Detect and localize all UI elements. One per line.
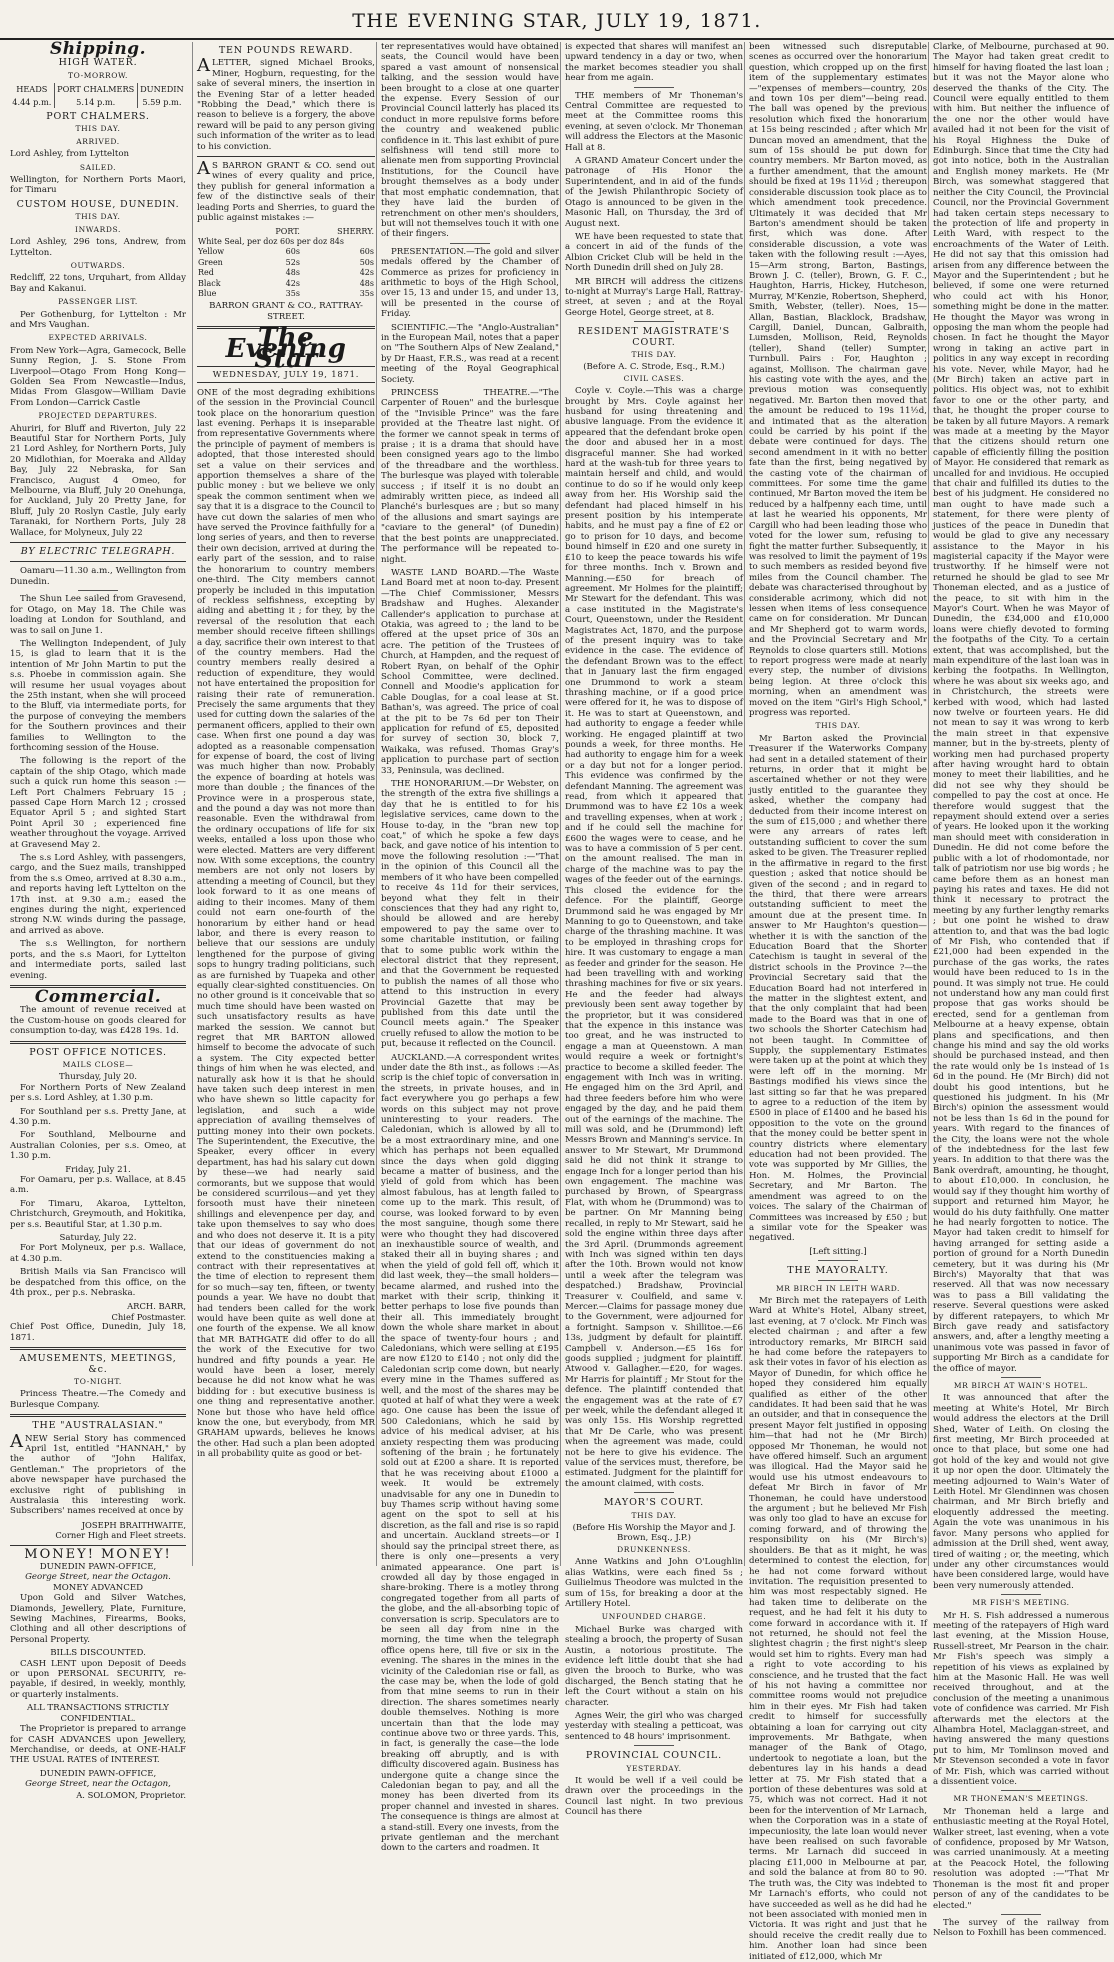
shipping-para-5: The s.s Wellington, for northern ports, and the s.s Maori, for Lyttelton and intermediate ports, sailed last evening. [10,939,186,981]
honorarium-text: THE HONORARIUM.—Dr Webster, on the strength of the extra five shillings a day that he is entitled to for his legislative services, came down to the House to-day, in the "bran new top coat," of which he spoke a few days back, and gave notice of his intention to move the following resolution :—"That in the opinion of this Council all the members of it who have been compelled to receive 4s 11d for their services, beyond what they felt in their consciences that they had any right to, should be allowed and are hereby empowered to pay the same over to some charitable institution, or failing that to some public work within the electoral district that they represent, and that the Government be requested to publish the names of all those who attend to this instruction in every Provincial Gazette that may be published from this date until the Council meets again." The Speaker cruelly refused to allow the motion to be put, because it reflected on the Council. [381,779,559,1050]
divider [1001,1914,1041,1915]
money-line: ALL TRANSACTIONS STRICTLY CONFIDENTIAL. [27,1703,169,1724]
postmaster-title: Chief Postmaster. [111,1311,186,1322]
civil-cases-label: CIVIL CASES. [623,373,685,383]
money-line: DUNEDIN PAWN-OFFICE, [39,1562,157,1572]
shipping-para-3: The following is the report of the captain of the ship Otago, which made such a quick run home this season :—Left Port Chalmers February 15 ; passed Cape Horn March 12 ; crossed Equator April 5 ; and sighted Start Point April 30 ; experienced fine weather throughout the voyage. Arrived at Gravesend May 2. [10,756,186,850]
divider [450,243,490,244]
column-1 [10,39,190,1800]
arrived-label: ARRIVED. [76,136,120,146]
weir-text: Agnes Weir, the girl who was charged yesterday with stealing a petticoat, was sentenced to 48 hours' imprisonment. [565,1710,743,1742]
post-item: For Northern Ports of New Zealand per s.s. Lord Ashley, at 1.30 p.m. [10,1082,186,1104]
tide-dunedin-time: 5.59 p.m. [142,96,182,107]
shipping-para-1: The Shun Lee sailed from Gravesend, for Otago, on May 18. The Chile was loading at London for Southland, and was to sail on June 1. [10,594,186,636]
money-line: Upon Gold and Silver Watches, Diamonds, Jewellery, Plate, Furniture, Sewing Machines, Firearms, Books, Clothing and all other descriptions of Personal Property. [10,1593,186,1645]
mayors-court-heading: MAYOR'S COURT. [603,1497,705,1509]
post-office-heading: POST OFFICE NOTICES. [29,1046,167,1058]
high-water-heading: HIGH WATER. [58,57,138,69]
divider [1001,1377,1041,1378]
divider [1001,1594,1041,1595]
projected-text: Ahuriri, for Bluff and Riverton, July 22 Beautiful Star for Northern Ports, July 21 Lord Ashley, for Northern Ports, July 20 Midlothian, for Moeraka and Allday Bay, July 22 Nebraska, for San Francisco, August 4 Omeo, for Melbourne, via Bluff, July 20 Onehunga, for Auckland, July 20 Pretty Jane, for Bluff, July 20 Roslyn Castle, July early Taranaki, for Northern Ports, July 28 Wallace, for Molyneux, July 22 [10,423,186,538]
waste-land-text: WASTE LAND BOARD.—The Waste Land Board met at noon to-day. Present—The Chief Commissioner, Messrs Bradshaw and Hughes. Alexander Callender's application to purchase at Otakia, was agreed to ; the land to be offered at the upset price of 30s an acre. The petition of the Trustees of Church, at Hampden, and the request of Robert Ryan, on behalf of the Ophir School Committee, were declined. Connell and Moodie's application for Cable Douglas, for a coal lease at St. Bathan's, was agreed. The price of coal at the pit to be 7s 6d per ton Their application for refund of £5, deposited for survey of section 30, block 7, Waikaka, was refused. Thomas Gray's application to purchase part of section 33, Peninsula, was declined. [381,567,559,776]
divider [78,590,118,591]
divider [10,1414,186,1417]
post-item: For Southland, Melbourne and Australian Colonies, per s.s. Omeo, at 1.30 p.m. [10,1130,186,1162]
sailed-text: Wellington, for Northern Ports Maori, for Timaru [10,175,186,196]
wine-subheader: White Seal, per doz 60s per doz 84s [198,236,345,246]
tide-dunedin-label: DUNEDIN [140,84,184,95]
birch-leith-heading: MR BIRCH IN LEITH WARD. [775,1283,901,1293]
inwards-text: Lord Ashley, 296 tons, Andrew, from Lyttelton. [10,237,186,258]
railway-text: The survey of the railway from Nelson to Foxhill has been commenced. [933,1917,1109,1939]
outwards-text: Redcliff, 22 tons, Urquhart, from Allday Bay and Kakanui. [10,273,186,294]
money-line: George Street, near the Octagon. [25,1572,171,1583]
australasian-address: Corner High and Fleet streets. [55,1530,186,1541]
wine-sherry-price: 50s [359,257,374,267]
money-line: The Proprietor is prepared to arrange for CASH ADVANCES upon Jewellery, Merchandise, or deeds, at ONE-HALF THE USUAL RATES of INTEREST. [10,1724,186,1766]
wine-seal: Red [198,268,214,278]
port-chalmers-heading: PORT CHALMERS. [46,111,150,123]
mayors-court-before: (Before His Worship the Mayor and J. Brown, Esq., J.P.) [572,1523,736,1544]
column-4 [560,42,747,1818]
inwards-label: INWARDS. [75,224,121,234]
wine-sherry-price: 60s [359,247,374,257]
mayoralty-heading: THE MAYORALTY. [787,1265,889,1277]
money-line: A. SOLOMON, Proprietor. [76,1789,186,1800]
wine-sherry-price: 35s [359,288,374,298]
post-item: For Oamaru, per p.s. Wallace, at 8.45 a.m. [10,1175,186,1196]
money-line: CASH LENT upon Deposit of Deeds or upon PERSONAL SECURITY, re-payable, if desired, in weekly, monthly, or quarterly instalments. [10,1658,186,1700]
postmaster-place: Chief Post Office, Dunedin, July 18, 1871. [10,1322,186,1343]
barron-signature: BARRON GRANT & CO., RATTRAY-STREET. [209,301,363,322]
birch-notice-text: MR BIRCH will address the citizens to-night at Murray's Large Hall, Rattray-street, at seven ; and at the Royal George Hotel, George street, at 8. [565,276,743,318]
outwards-label: OUTWARDS. [70,260,126,270]
tide-port-chalmers-time: 5.14 p.m. [54,96,137,108]
tide-table [10,83,186,108]
unfounded-text: Michael Burke was charged with stealing a brooch, the property of Susan Austin, a notorious prostitute. The evidence left little doubt that she had given the brooch to Burke, who was discharged, the Bench stating that he left the Court without a stain on his character. [565,1624,743,1708]
divider [634,1492,674,1493]
wine-seal: Blue [198,288,217,298]
page-title: THE EVENING STAR, JULY 19, 1871. [352,10,762,32]
princess-theatre-text: PRINCESS THEATRE.—"The Carpenter of Rouen" and the burlesque of the "Invisible Prince" was the fare provided at the Theatre last night. Of the former we cannot speak in terms of praise ; it is a drama that should have been consigned years ago to the limbo of the threadbare and the worthless. The burlesque was played with tolerable success ; if itself it is no doubt an admirably written piece, as indeed all Planché's burlesques are ; but so many of the allusions and smart sayings are "caviare to the general" (of Dunedin) that the best points are unappreciated. The performance will be repeated to-night. [381,388,559,565]
post-item: For Port Molyneux, per p.s. Wallace, at 4.30 p.m. [10,1243,186,1264]
divider [10,1545,186,1546]
rm-court-day: THIS DAY. [631,349,677,359]
money-heading: MONEY! MONEY! [24,1546,172,1562]
provincial-text: It would be well if a veil could be drawn over the proceedings in the Council last night. In two previous Council has there [565,1776,743,1818]
post-item: British Mails via San Francisco will be despatched from this office, on the 4th prox., per p.s. Nebraska. [10,1267,186,1299]
amusements-heading: AMUSEMENTS, MEETINGS, &c. [19,1353,177,1375]
rm-court-text: Coyle v. Coyle.—This was a charge brought by Mrs. Coyle against her husband for using threatening and abusive language. From the evidence it appeared that the defendant broke open the door and abused her in a most disgraceful manner. She had worked hard at the wash-tub for three years to maintain herself and child, and would continue to do so if he would only keep away from her. His Worship said the defendant had placed himself in his present position by his intemperate habits, and he must pay a fine of £2 or go to prison for 10 days, and become bound himself in £20 and one surety in £10 to keep the peace towards his wife for three months. Inch v. Brown and Manning.—£50 for breach of agreement. Mr Holmes for the plaintiff; Mr Stewart for the defendant. This was a case instituted in the Magistrate's Court, Queenstown, under the Resident Magistrates Act, 1870, and the purpose of the present inquiry was to take evidence in the case. The evidence of the defendant Brown was to the effect that in January last the firm engaged one Drummond to work a steam thrashing machine, or if a good price were offered for it, he was to dispose of it. He was to start at Queenstown, and had authority to engage a feeder while working. He engaged plaintiff at two pounds a week, for three months. He had authority to engage him for a week or a day but not for a longer period. This evidence was confirmed by the defendant Manning. The agreement was read, from which it appeared that Drummond was to have £2 10s a week and travelling expenses, when at work ; and if he could sell the machine for £600 the wages were to cease, and he was to have a commission of 5 per cent. on the amount realised. The man in charge of the machine was to pay the wages of the feeder out of the earnings. This closed the evidence for the defence. For the plaintiff, George Drummond said he was engaged by Mr Manning to go to Queenstown, and take charge of the thrashing machine. It was to be employed in thrashing crops for hire. It was customary to engage a man as feeder and grinder for the season. He had been travelling with and working thrashing machines for five or six years. He and the feeder had always previously been sent away together by the proprietor, but it was considered that the expence in this instance was too great, and he was instructed to engage a man at Queenstown. A man would require a week or fortnight's practice to become a skilled feeder. The engagement with Inch was in writing. He engaged him on the 3rd April, and had three feeders before him who were engaged by the day, and he paid them out of the earnings of the machine. The mill was sold, and he (Drummond) left Messrs Brown and Manning's service. In answer to Mr Stewart, Mr Drummond said he did not think it strange to engage Inch for a longer period than his own engagement. The machine was purchased by Brown, of Speargrass Flat, with whom he (Drummond) was to be partner. On Mr Manning being recalled, in reply to Mr Stewart, said he sold the engine within three days after the 3rd April. (Drummonds agreement with Inch was signed within ten days after the 10th. Brown would not know until a week after the telegram was despatched.) Bradshaw, Provincial Treasurer v. Coulfield, and same v. Mercer.—Claims for passage money due to the Government, were adjourned for a fortnight. Sampson v. Shillitoe.—£6 13s, judgment by default for plaintiff. Campbell v. Anderson.—£5 16s for goods supplied ; judgment for plaintiff. Atwood v. Gallagher.—£20, for wages. Mr Harris for plaintiff ; Mr Stout for the defence. The plaintiff contended that the engagement was at the rate of £7 per week, while the defendant alleged it was only 15s. His Worship regretted that Mr De Carle, who was present when the agreement was made, could not be here to give his evidence. The value of the services must, therefore, be estimated. Judgment for the plaintiff for the amount claimed, with costs. [565,386,743,1489]
mails-close-label: MAILS CLOSE— [62,1059,134,1069]
post-item: For Timaru, Akaroa, Lyttelton, Christchurch, Greymouth, and Hokitika, per s.s. Beautiful Star, at 1.30 p.m. [10,1198,186,1230]
column-5 [744,42,931,1962]
wine-port-header: PORT. [275,226,300,236]
shipping-para-4: The s.s Lord Ashley, with passengers, cargo, and the Suez mails, transhipped from the s.s Omeo, arrived at 8.30 a.m., and reports having left Lyttelton on the 17th inst. at 9.30 a.m.; eased the engines during the night, experienced strong N.W. winds during the passage, and arrived as above. [10,853,186,936]
auckland-continued: is expected that shares will manifest an upward tendency in a day or two, when the market becomes steadier you shall hear from me again. [565,42,743,84]
divider [10,542,186,543]
post-item: For Southland per s.s. Pretty Jane, at 4.30 p.m. [10,1106,186,1127]
australasian-signature: JOSEPH BRAITHWAITE, [81,1519,186,1530]
amusements-text: Princess Theatre.—The Comedy and Burlesque Company. [10,1389,186,1410]
wine-port-price: 35s [285,288,300,298]
projected-label: PROJECTED DEPARTURES. [38,411,158,421]
barron-intro: AS BARRON GRANT & CO. send out wines of every quality and price, they publish for general information a few of the distinctive seals of their leading Ports and Sherries, to guard the public against mistakes :— [197,158,375,224]
thursday-label: Thursday, July 20. [58,1072,138,1083]
albion-text: WE have been requested to state that a concert in aid of the funds of the Albion Cricket Club will be held in the North Dunedin drill shed on July 28. [565,231,743,274]
this-day-label: THIS DAY. [815,721,861,731]
expected-text: From New York—Agra, Gamecock, Belle Sunny Region, J. S. Stone From Liverpool—Otago From Hong Kong—Golden Sea From Newcastle—Indus, Midas From Glasgow—William Davie From London—Carrick Castle [10,345,186,408]
reward-text: ALETTER, signed Michael Brooks, Miner, Hogburn, requesting, for the sake of several miners, the insertion in the Evening Star of a letter headed "Robbing the Dead," which there is reason to believe is a forgery, the above reward will be paid to any person giving such information of the writer as to lead to his conviction. [197,55,375,152]
divider [197,156,375,157]
wine-seal: Green [198,257,223,267]
thoneman-committee-text: THE members of Mr Thoneman's Central Committee are requested to meet at the Committee rooms this evening, at seven o'clock. Mr Thoneman will address the Electors at the Masonic Hall at 8. [565,90,743,153]
drunkenness-label: DRUNKENNESS. [617,1544,691,1554]
arrived-text: Lord Ashley, from Lyttelton [10,149,130,160]
money-line: BILLS DISCOUNTED. [50,1648,146,1659]
auckland-text: AUCKLAND.—A correspondent writes under date the 8th inst., as follows :—As scrip is the chief topic of conversation in the streets, in private houses, and in fact everywhere you go perhaps a few words on this subject may not prove uninteresting to your readers. The Caledonian, which is allowed by all to be a most extraordinary mine, and one which has perhaps not been equalled since the days when gold digging became a matter of business, and the yield of gold from which has been almost fabulous, has at length failed to come up to the mark. This result, of course, was looked forward to by even the most sanguine, though some there were who thought they had discovered an inexhaustible source of wealth, and staked their all in buying shares ; and when the yield of gold fell off, which it did last week, they—the small holders—became alarmed, and rushed into the market with their scrip, thinking it better perhaps to lose five pounds than their all. This immediately brought down the whole share market in about the space of twenty-four hours ; and Caledonians, which were selling at £195 are now £120 to £140 ; not only did the Caledonian scrip come down, but nearly every mine in the Thames suffered as well, and the most of the shares may be quoted at half of what they were a week ago. One cause has been the issue of 500 Caledonians, which he said by advice of his medical adviser, at his anxiety respecting them was producing softening of the brain ; he fortunately sold out at £200 a share. It is reported that he was receiving about £1000 a week. It would be extremely unadvisable for any one in Dunedin to buy Thames scrip without having some agent on the spot to sell at his discretion, as the fall and rise is so rapid and uncertain. Auckland streets—or I should say the principal street there, as there is only one—presents a very animated appearance. One part is crowded all day by those engaged in share-broking. There is a motley throng congregated together from all parts of the globe, and the all-absorbing topic of conversation is scrip. Speculators are to be seen all day from nine in the morning, the time when the telegraph office opens here, till five or six in the evening. The shares in the mines in the vicinity of the Caledonian rise or fall, as the case may be, when the lode of gold from that mine seems to run in their direction. The shares sometimes nearly double themselves. Nothing is more uncertain than that the lode may continue above two or three yards. This, in fact, is generally the case—the lode breaking off abruptly, and is with difficulty discovered again. Business has undergone quite a change since the Caledonian began to pay, and all the money has been diverted from its proper channel and invested in shares. The consequence is things are almost at a stand-still. Every one invests, from the private gentleman and the merchant down to the carters and roadmen. It [381,1052,559,1854]
custom-house-heading: CUSTOM HOUSE, DUNEDIN. [16,198,180,210]
divider [818,1280,858,1281]
passenger-text: Per Gothenburg, for Lyttelton : Mr and Mrs Vaughan. [10,309,186,330]
tide-port-chalmers-label: PORT CHALMERS [54,83,137,95]
money-line: MONEY ADVANCED [52,1582,144,1593]
telegraph-text: Oamaru—11.30 a.m., Wellington from Dunedin. [10,566,186,587]
birch-wains-heading: MR BIRCH AT WAIN'S HOTEL. [953,1381,1089,1390]
friday-label: Friday, July 21. [65,1164,131,1175]
column-6 [928,42,1109,1939]
tide-heads-label: HEADS [10,83,54,95]
thoneman-meetings-text: Mr Thoneman held a large and enthusiastic meeting at the Royal Hotel, Walker street, last evening, when a vote of confidence, proposed by Mr Watson, was carried unanimously. At a meeting at the Peacock Hotel, the following resolution was adopted :—"That Mr Thoneman is the most fit and proper person of any of the candidates to be elected." [933,1806,1109,1911]
scientific-text: SCIENTIFIC.—The "Anglo-Australian" in the European Mail, notes that a paper on "The Southern Alps of New Zealand," by Dr Haast, F.R.S., was read at a recent meeting of the Royal Geographical Society. [381,322,559,385]
column-3 [376,42,563,1854]
thoneman-meetings-heading: MR THONEMAN'S MEETINGS. [953,1794,1089,1804]
divider [10,1041,186,1044]
this-day-label: THIS DAY. [75,124,121,134]
fish-meeting-heading: MR FISH'S MEETING. [972,1598,1070,1608]
commercial-text: The amount of revenue received at the Custom-house on goods cleared for consumption to-day, was £428 19s. 1d. [10,1005,186,1037]
money-line: George Street, near the Octagon, [25,1779,171,1790]
wine-seal: Black [198,278,221,288]
birch-continued: Clarke, of Melbourne, purchased at 90. The Mayor had taken great credit to himself for having floated the last loan ; but it was not the Mayor alone who deserved the thanks of the City. The Council were equally entitled to them with him. But neither the influence of the one nor the other would have availed had it not been for the visit of his Royal Highness the Duke of Edinburgh. Since that time the City had got into notice, both in the Australian and English money markets. He (Mr Birch, was somewhat staggered that neither the City Council, the Provincial Council, nor the Provincial Government had taken certain steps necessary to the protection of life and property in Leith Ward, with respect to the encroachments of the Water of Leith. He did not say that this omission had arisen from any difference between the Mayor and the Superintendent ; but he believed, if some one were returned who could act with his Honor, something might be done in the matter. He thought the Mayor was wrong in opposing the man whom the people had chosen. In fact he thought the Mayor wrong in taking an active part in politics in any way except in recording his vote. Never, while Mayor, had he (Mr Birch) taken an active part in politics. His object was, not to exhibit favor to one or the other party, and that, he thought the proper course to be taken by all future Mayors. A remark was made at a meeting by the Mayor that the citizens should return one capable of efficiently filling the position of Mayor. He considered that remark as uncalled for and invidious. He occupied that chair and fulfilled its duties to the best of his judgment. He considered no man ought to have made such a statement, for there were plenty of justices of the peace in Dunedin that would be glad to give any necessary assistance to the Mayor in his magisterial capacity if the Mayor were trustworthy. If he himself were not returned he should be glad to see Mr Thoneman elected, and as a justice of the peace, to sit with him in the Mayor's Court. When he was Mayor of Dunedin, the £34,000 and £10,000 loans were chiefly devoted to forming the footpaths of the City. To a certain extent, that was accomplished, but the main expenditure of the last loan was in kerbing the footpaths. In Wellington, where he was about six weeks ago, and in Christchurch, the streets were kerbed with wood, which had lasted now twelve or fourteen years. He did not mean to say it was wrong to kerb the main street in that expensive manner, but in the by-streets, plenty of working men had purchased property after having wrought hard to obtain money to meet their liabilities, and he did not see why they should be compelled to pay the cost at once. He therefore would suggest that the repayment should extend over a series of years. He looked upon it the working man should meet with consideration in Dunedin. He did not come before the public with a lot of rhodomontade, nor talk of patriotism nor use big words ; he came before them as an honest man paying his rates and taxes. He did not think it necessary to protract the meeting by any further lengthy remarks ; but one point he wished to draw attention to, and that was the bad logic of Mr Fish, who contended that if £21,000 had been expended in the purchase of the gas works, the rates would have been reduced to 1s in the pound. It was simply not true. He could not understand how any man could first propose that gas works should be erected, send for a gentleman from Melbourne at a heavy expense, obtain plans and specifications, and then change his mind and say the old works should be purchased instead, and then the rate would only be 1s instead of 1s 6d in the pound. He (Mr Birch) did not doubt his good intentions, but he questioned his judgment. In his (Mr Birch's) opinion the assessment would not be less than 1s 6d in the pound for years. With regard to the finances of the City, the loans were not the whole of the indebtedness for the last few years. In addition to that there was the Bank overdraft, amounting, he thought, to about £10,000. In conclusion, he would say if they thought him worthy of support and returned him Mayor, he would do his duty faithfully. One matter he had nearly forgotten to notice. The Mayor had taken credit to himself for having arranged for setting aside a portion of ground for a North Dunedin cemetery, but it was during his (Mr Birch's) Mayoralty that that was reserved. All that was now necessary was to pass a Bill validating the reserve. Several questions were asked by different ratepayers, to which Mr Birch gave ready and satisfactory answers, and, after a lengthy meeting a unanimous vote was passed in favor of supporting Mr Birch as a candidate for the office of mayor. [933,42,1109,1374]
divider [10,1347,186,1350]
presentation-text: PRESENTATION.—The gold and silver medals offered by the Chamber of Commerce as prizes for proficiency in arithmetic to boys of the High School, over 15, 13 and under 15, and under 13, will be presented in the course of Friday. [381,246,559,320]
drunkenness-text: Anne Watkins and John O'Loughlin alias Watkins, were each fined 5s ; Guilielmus Theodore was mulcted in the sum of 15s, for breaking a door at the Artillery Hotel. [565,1557,743,1609]
passenger-label: PASSENGER LIST. [58,297,138,307]
wine-sherry-price: 42s [359,268,374,278]
this-day-label-2: THIS DAY. [75,212,121,222]
divider [818,1260,858,1261]
wine-table [197,227,375,300]
tonight-label: TO-NIGHT. [74,1376,122,1386]
wine-port-price: 52s [285,257,300,267]
saturday-label: Saturday, July 22. [59,1233,137,1244]
birch-leith-text: Mr Birch met the ratepayers of Leith Ward at White's Hotel, Albany street, last evening, at 7 o'clock. Mr Finch was elected chairman ; and after a few introductory remarks, Mr BIRCH said he had come before the ratepayers to ask their votes in favor of his election as Mayor of Dunedin, for which office he hoped they considered him equally qualified as either of the other candidates. It had been said that he was an outsider, and that in consequence the present Mayor felt justified in opposing him—that had not he (Mr Birch) opposed Mr Thoneman, he would not have offered himself. Such an argument was illogical. Had the Mayor said he would use his utmost endeavours to defeat Mr Birch in favor of Mr Thoneman, he could have understood the argument ; but he believed Mr Fish was only too glad to have an excuse for coming forward, and of throwing the responsibility on his (Mr Birch's) shoulders. Be that as it might, he was determined to contest the election, for he had not come forward without invitation. The requisition presented to him was most respectably signed. He had taken time to deliberate on the request, and he had felt it his duty to come forward in accordance with it. If not returned, he should not feel the slightest chagrin ; the first night's sleep would set him to rights. Every man had a right to vote according to his conscience, and he trusted that the fact of his not having a committee nor committee rooms would not prejudice him in their eyes. Mr Fish had taken credit to himself for successfully obtaining a loan for carrying out city improvements. Mr Bathgate, when manager of the Bank of Otago, undertook to negotiate a loan, but the debentures lay in his hands a dead letter at 75. Mr Fish stated that a portion of these debentures was sold at 75, which was not correct. Had it not been for the intervention of Mr Larnach, when the Corporation was in a state of impecuniosity, the late loan would never have been realised on such favorable terms. Mr Larnach did succeed in placing £11,000 in Melbourne at par, and sold the balance at from 80 to 90. The truth was, the City was indebted to Mr Larnach's efforts, who could not have succeeded as well as he did had he not been associated with monied men in Victoria. It was right and just that he should receive the credit really due to him. Another loan had since been initiated of £12,000, which Mr [749,1295,927,1962]
rm-court-heading: RESIDENT MAGISTRATE'S COURT. [577,326,731,348]
postmaster-name: ARCH. BARR, [127,1301,186,1312]
divider [634,1745,674,1746]
provincial-council-heading: PROVINCIAL COUNCIL. [585,1750,723,1762]
masthead [0,0,1114,40]
divider [634,87,674,88]
divider [634,321,674,322]
telegraph-label: BY ELECTRIC TELEGRAPH. [20,546,176,558]
council-continued: been witnessed such disreputable scenes as occurred over the honorarium question, which cropped up on the first item of the supplementary estimates—"expenses of members—country, 20s and town 10s per diem"—being read. The ball was opened by the previous resolution which fixed the honorarium at 15s being rescinded ; after which Mr Duncan moved an amendment, that the sum of 15s should be put down for country members. Mr Barton moved, as a further amendment, that the amount should be fixed at 19s 11½d ; thereupon considerable discussion took place as to which amendment took precedence. Ultimately it was decided that Mr Barton's amendment should be taken first, which was done. After considerable discussion, a vote was taken with the following result :—Ayes, 15—Arm strong, Barton, Bastings, Brown J. C. (teller), Brown, G. F. C., Haughton, Harris, Hickey, Hutcheson, Murray, M'Kenzie, Robertson, Shepherd, Smith, Webster, (teller). Noes, 15—Allan, Bastian, Blacklock, Bradshaw, Cargill, Daniel, Duncan, Galbraith, Lumsden, Mollison, Reid, Reynolds (teller), Shand (teller) Sumpter, Turnbull. Pairs : For, Haughton ; against, Mollison. The chairman gave his casting vote with the ayes, and the previous motion was consequently negatived. Mr. Barton then moved that the amount be reduced to 19s 11½d, and intimated that as the alteration could be carried by his point if the debate were continued for days. The second amendment in it with no better fate than the first, being negatived by the casting vote of the chairman of committees. For some time the game continued, Mr Barton moved the item be reduced by a halfpenny each time, until at last he wearied his opponents, Mr Cargill who had been leading those who voted for the lower sum, refusing to fight the matter further. Subsequently, it was resolved to limit the payment of 19s to such members as resided beyond five miles from the Council chamber. The debate was characterised throughout by considerable acrimony, which did not lessen when items of less consequence came on for consideration. Mr Duncan and Mr Shepherd got to warm words, and the Provincial Secretary and Mr Reynolds to close quarters still. Motions to report progress were made at nearly every step, the number of divisions being legion. At three o'clock this morning, when an amendment was moved on the item "Girl's High School," progress was reported. [749,42,927,718]
divider [10,561,186,562]
left-sitting: [Left sitting.] [809,1246,867,1257]
editorial-text: ONE of the most degrading exhibitions of the session in the Provincial Council took place on the honorarium question last evening. Perhaps it is inseparable from representative Governments where the principle of payment of members is adopted, that those interested should set a value on their services and apportion themselves a share of the public money : but we believe we only speak the common sentiment when we say that it is a disgrace to the Council to have cut down the salaries of men who have served the Province faithfully for a long series of years, and then to reverse their own decision, arrived at during the early part of the session, and to raise the honorarium to country members one-third. The City members cannot properly be included in this imputation of reckless selfishness, excepting by aiding and abetting it ; for they, by the reversal of the resolution that each member should receive fifteen shillings a day, sacrifice their own interest to that of the country members. Had the country members really desired a reduction of expenditure, they would not have entertained the proposition for raising their rate of remuneration. Precisely the same arguments that they used for cutting down the salaries of the permanent officers, applied to their own case. When first one pound a day was adopted as a reasonable compensation for expense of board, the cost of living was much higher than now. Probably the expence of boarding at hotels was more than double ; the finances of the Province were in a prosperous state, and the pound a day was not more than reasonable. Even the withdrawal from the ordinary occupations of life for six weeks, entailed a loss upon those who were elected. Matters are very different now. With some exceptions, the country members are not only not losers by attending a meeting of Council, but they look forward to it as one means of aiding to their incomes. Many of them could not earn one-fourth of the honorarium by either hand or head labor, and there is every reason to believe that our sessions are unduly lengthened for the purpose of giving sops to hungry trading politicians, such as are furnished by Tuapeka and other equally clear-sighted constituencies. On no other ground is it conceivable that so much time should have been wasted on such unsatisfactory results as have marked the session. We cannot but regret that MR BARTON allowed himself to become the advocate of such a system. The City expected better things of him when he was elected, and naturally ask how it is that he should have taken such deep interest in men who have shewn so little capacity for legislation, and such a wide appreciation of availing themselves of putting money into their own pockets. The Superintendent, the Executive, the Speaker, every officer in every department, has had his salary cut down by these—we had nearly said cormorants, but we suppose that would be considered scurrilous—and yet they forsooth must have their nineteen shillings and elevenpence per day, and take upon themselves to say who does and who does not deserve it. It is a pity that our ideas of government do not extend to the constituencies making a contract with their representatives at the time of election to represent them for so much—say ten, fifteen, or twenty pounds a year. We have no doubt that had tenders been called for the work would have been quite as well done at one fourth of the expense. We all know that MR BATHGATE did offer to do all the work of the Executive for two hundred and fifty pounds a year. He would have been a loser, merely because he did not know what he was bidding for : but executive business is one thing and representative another. None but those who have held office know the one, but everybody, from MR GRAHAM upwards, believes he knows the other. Had such a plan been adopted in all probability quite as good or bet- [197,387,375,1460]
shipping-para-2: The Wellington Independent, of July 15, is glad to learn that it is the intention of Mr John Martin to put the s.s. Phoebe in commission again. She will resume her usual voyages about the 25th instant, when she will proceed to the Bluff, via intermediate ports, for the purpose of conveying the members for the Southern provinces and their families to Wellington to the forthcoming session of the House. [10,638,186,753]
tomorrow-label: TO-MORROW. [67,70,128,80]
australasian-heading: THE "AUSTRALASIAN." [32,1420,164,1432]
shipping-heading: Shipping. [50,39,146,59]
yesterday-label: YESTERDAY. [626,1763,682,1773]
divider [1001,1790,1041,1791]
tide-heads-time: 4.44 p.m. [10,96,54,108]
column-2 [192,42,379,1566]
wine-port-price: 42s [285,278,300,288]
fish-meeting-text: Mr H. S. Fish addressed a numerous meeting of the ratepayers of High ward last evening, at the Mission House, Russell-street, Mr Pearson in the chair. Mr Fish's speech was simply a repetition of his views as explained by him at the Masonic Hall. He was well received throughout, and at the conclusion of the meeting a unanimous vote of confidence was carried. Mr Fish afterwards met the electors at the Alhambra Hotel, Maclaggan-street, and having answered the many questions put to him, Mr Tomlinson moved and Mr Stevenson seconded a vote in favor of Mr. Fish, which was carried without a dissentient voice. [933,1610,1109,1788]
concert-text: A GRAND Amateur Concert under the patronage of His Honor the Superintendent, and in aid of the funds of the Jewish Philanthropic Society of Otago is announced to be given in the Masonic Hall, on Thursday, the 3rd of August next. [565,156,743,229]
wine-seal: Yellow [198,247,225,257]
birch-wains-text: It was announced that after the meeting at White's Hotel, Mr Birch would address the electors at the Drill Shed, Water of Leith. On closing the first meeting, Mr Birch proceeded at once to that place, but some one had got hold of the key and would not give it up nor open the door. Ultimately the meeting adjourned to Wain's Water of Leith Hotel. Mr Glendinnen was chosen chairman, and Mr Birch briefly and eloquently addressed the meeting. Again the vote was unanimous in his favor. Many persons who applied for admission at the Drill shed, went away, tired of waiting ; or, the meeting, which under any other circumstances would have been considered large, would have been very numerously attended. [933,1393,1109,1591]
nameplate: The Evening Star [225,323,347,374]
reward-heading: TEN POUNDS REWARD. [218,45,354,56]
wine-port-price: 48s [285,268,300,278]
expected-label: EXPECTED ARRIVALS. [48,333,148,343]
australasian-text: ANEW Serial Story has commenced April 1st, entitled "HANNAH," by the author of "John Halifax, Gentleman." The proprietors of the above newspaper have purchased the exclusive right of publishing in Australasia this interesting work. Subscribers' names received at once by [10,1430,186,1517]
wine-port-price: 60s [285,247,300,257]
wine-sherry-price: 48s [359,278,374,288]
dateline: WEDNESDAY, JULY 19, 1871. [197,366,375,382]
commercial-heading: Commercial. [34,986,162,1007]
sailed-label: SAILED. [79,162,117,172]
rm-court-before: (Before A. C. Strode, Esq., R.M.) [583,362,725,373]
council-today: Mr Barton asked the Provincial Treasurer if the Waterworks Company had sent in a detailed statement of their returns, in order that it might be ascertained whether or not they were justly entitled to the guarantee they asked, whether the company had deducted from their income interest on the sum of £15,000 ; and whether there were any arrears of rates left outstanding sufficient to cover the sum asked to be given. The Treasurer replied in the affirmative in regard to the first question ; asked that notice should be given of the second ; and in regard to the third, that there were arrears outstanding sufficient to meet the amount due at the present time. In answer to Mr Haughton's question—whether it is with the sanction of the Education Board that the Shorter Catechism is taught in several of the district schools in the Province ?—the Provincial Secretary said that the Education Board had not interfered in the matter in the slightest extent, and that the only complaint that had been made to the Board was that in one of two schools the Shorter Catechism had not been taught. In Committee of Supply, the supplementary Estimates were taken up at the point at which they were left off in the morning. Mr Bastings modified his views since the last sitting so far that he was prepared to agree to a reduction of the item by £500 in place of £1400 and he based his opposition to the vote on the ground that the money could be better spent in country districts where elementary education had not been provided. The vote was supported by Mr Gillies, the Hon. M. Holmes, the Provincial Secretary, and Mr Barton. The amendment was agreed to on the voices. The salary of the Chairman of Committees was increased by £50 ; but a similar vote for the Speaker was negatived. [749,733,927,1244]
wine-sherry-header: SHERRY. [337,226,374,236]
money-line: DUNEDIN PAWN-OFFICE, [39,1768,157,1779]
mayors-court-day: THIS DAY. [631,1510,677,1520]
unfounded-label: UNFOUNDED CHARGE. [601,1612,707,1622]
editorial-continued: ter representatives would have obtained seats, the Council would have been spared a vast amount of nonsensical talking, and the session would have been brought to a close at one quarter the expense. Every Session of our Provincial Council latterly has placed its conduct in more repulsive forms before the country and weakened public confidence in it. This last exhibit of pure selfishness will tend still more to alienate men from supporting Provincial Institutions, for the Council have brought themselves as a body under that most emphatic condemnation, that they have laid the burden of retrenchment on other men's shoulders, but will not themselves touch it with one of their fingers. [381,42,559,240]
